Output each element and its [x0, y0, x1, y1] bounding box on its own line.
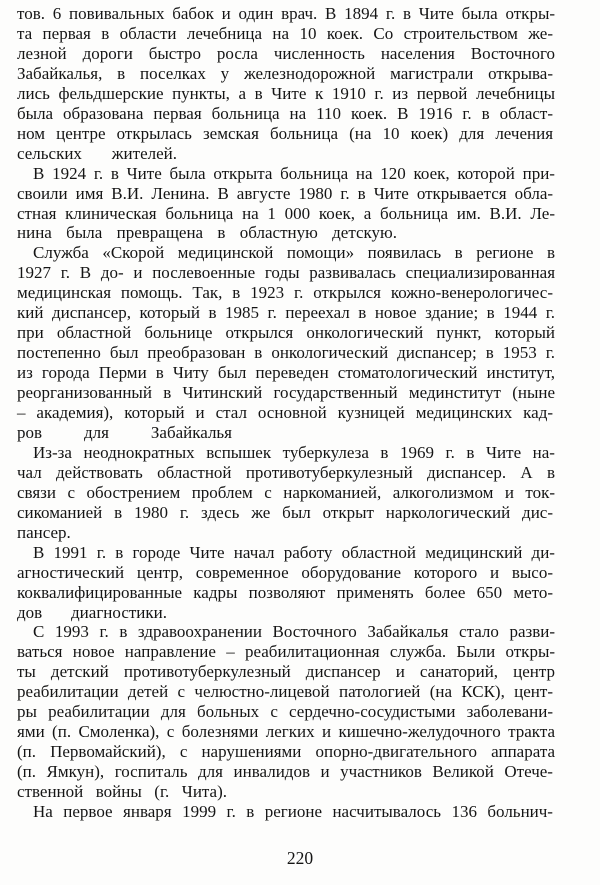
text-line: (п. Первомайский), с нарушениями опорно-двигательного аппарата [17, 742, 555, 762]
text-line: (п. Ямкун), госпиталь для инвалидов и участников Великой Отече- [17, 762, 553, 782]
text-line: – академия), который и стал основной кузницей медицинских кад- [17, 403, 554, 422]
text-line: кий диспансер, который в 1985 г. переехал в новое здание; в 1944 г. [17, 303, 556, 323]
text-line: ями (п. Смоленка), с болезнями легких и кишечно-желудочного тракта [17, 722, 555, 742]
text-line: агностический центр, современное оборудование которого и высо- [17, 562, 554, 582]
text-line: из города Перми в Читу был переведен стоматологический институт, [17, 363, 555, 383]
text-line: нина была превращена в областную детскую. [17, 223, 397, 243]
text-line: сельских жителей. [17, 143, 178, 163]
text-line: медицинская помощь. Так, в 1923 г. открылся кожно-венерологичес- [17, 283, 553, 303]
text-line: дов диагностики. [17, 602, 168, 622]
text-line: В 1991 г. в городе Чите начал работу областной медицинский ди- [33, 542, 555, 562]
text-line: постепенно был преобразован в онкологический диспансер; в 1953 г. [17, 343, 556, 363]
text-line: 1927 г. В до- и послевоенные годы развивалась специализированная [17, 263, 556, 283]
text-line: ты детский противотуберкулезный диспансер и санаторий, центр [17, 662, 555, 682]
text-line: пансер. [17, 522, 71, 542]
text-line: стная клиническая больница на 1 000 коек, а больница им. В.И. Ле- [17, 203, 556, 223]
text-line: реабилитации детей с челюстно-лицевой патологией (на КСК), цент- [17, 682, 553, 702]
text-line: лись фельдшерские пункты, а в Чите к 1910 г. из первой лечебницы [17, 83, 556, 103]
text-line: ры реабилитации для больных с сердечно-сосудистыми заболевани- [17, 702, 554, 722]
text-line: реорганизованный в Читинский государственный мединститут (ныне [17, 383, 556, 403]
text-line: Служба «Скорой медицинской помощи» появилась в регионе в [33, 243, 556, 263]
text-line: Забайкалья, в поселках у железнодорожной магистрали открыва- [17, 63, 553, 83]
text-line: лезной дороги быстро росла численность населения Восточного [17, 43, 556, 63]
text-line: ном центре открылась земская больница (на 10 коек) для лечения [17, 123, 554, 143]
text-line: чал действовать областной противотуберкулезный диспансер. А в [17, 462, 555, 482]
text-line: та первая в области лечебница на 10 коек. Со строительством же- [17, 23, 554, 43]
text-line: Из-за неоднократных вспышек туберкулеза в 1969 г. в Чите на- [33, 442, 555, 462]
text-line: ров для Забайкалья [17, 422, 233, 442]
text-line: при областной больнице открылся онкологический пункт, который [17, 323, 556, 343]
text-line: своили имя В.И. Ленина. В августе 1980 г. в Чите открывается обла- [17, 183, 554, 203]
text-line: ваться новое направление – реабилитационная служба. Были откры- [17, 642, 556, 662]
text-line: В 1924 г. в Чите была открыта больница на 120 коек, которой при- [33, 163, 555, 183]
page-number: 220 [286, 848, 314, 868]
text-line: коквалифицированные кадры позволяют применять более 650 мето- [17, 582, 554, 602]
text-line: ственной войны (г. Чита). [17, 782, 228, 801]
text-line: была образована первая больница на 110 коек. В 1916 г. в област- [17, 103, 554, 123]
text-line: связи с обострением проблем с наркоманией, алкоголизмом и ток- [17, 482, 556, 502]
text-line: тов. 6 повивальных бабок и один врач. В 1894 г. в Чите была откры- [17, 4, 556, 23]
text-line: сикоманией в 1980 г. здесь же был открыт наркологический дис- [17, 502, 554, 522]
text-line: С 1993 г. в здравоохранении Восточного Забайкалья стало разви- [33, 622, 556, 642]
text-line: На первое января 1999 г. в регионе насчитывалось 136 больнич- [33, 802, 553, 821]
